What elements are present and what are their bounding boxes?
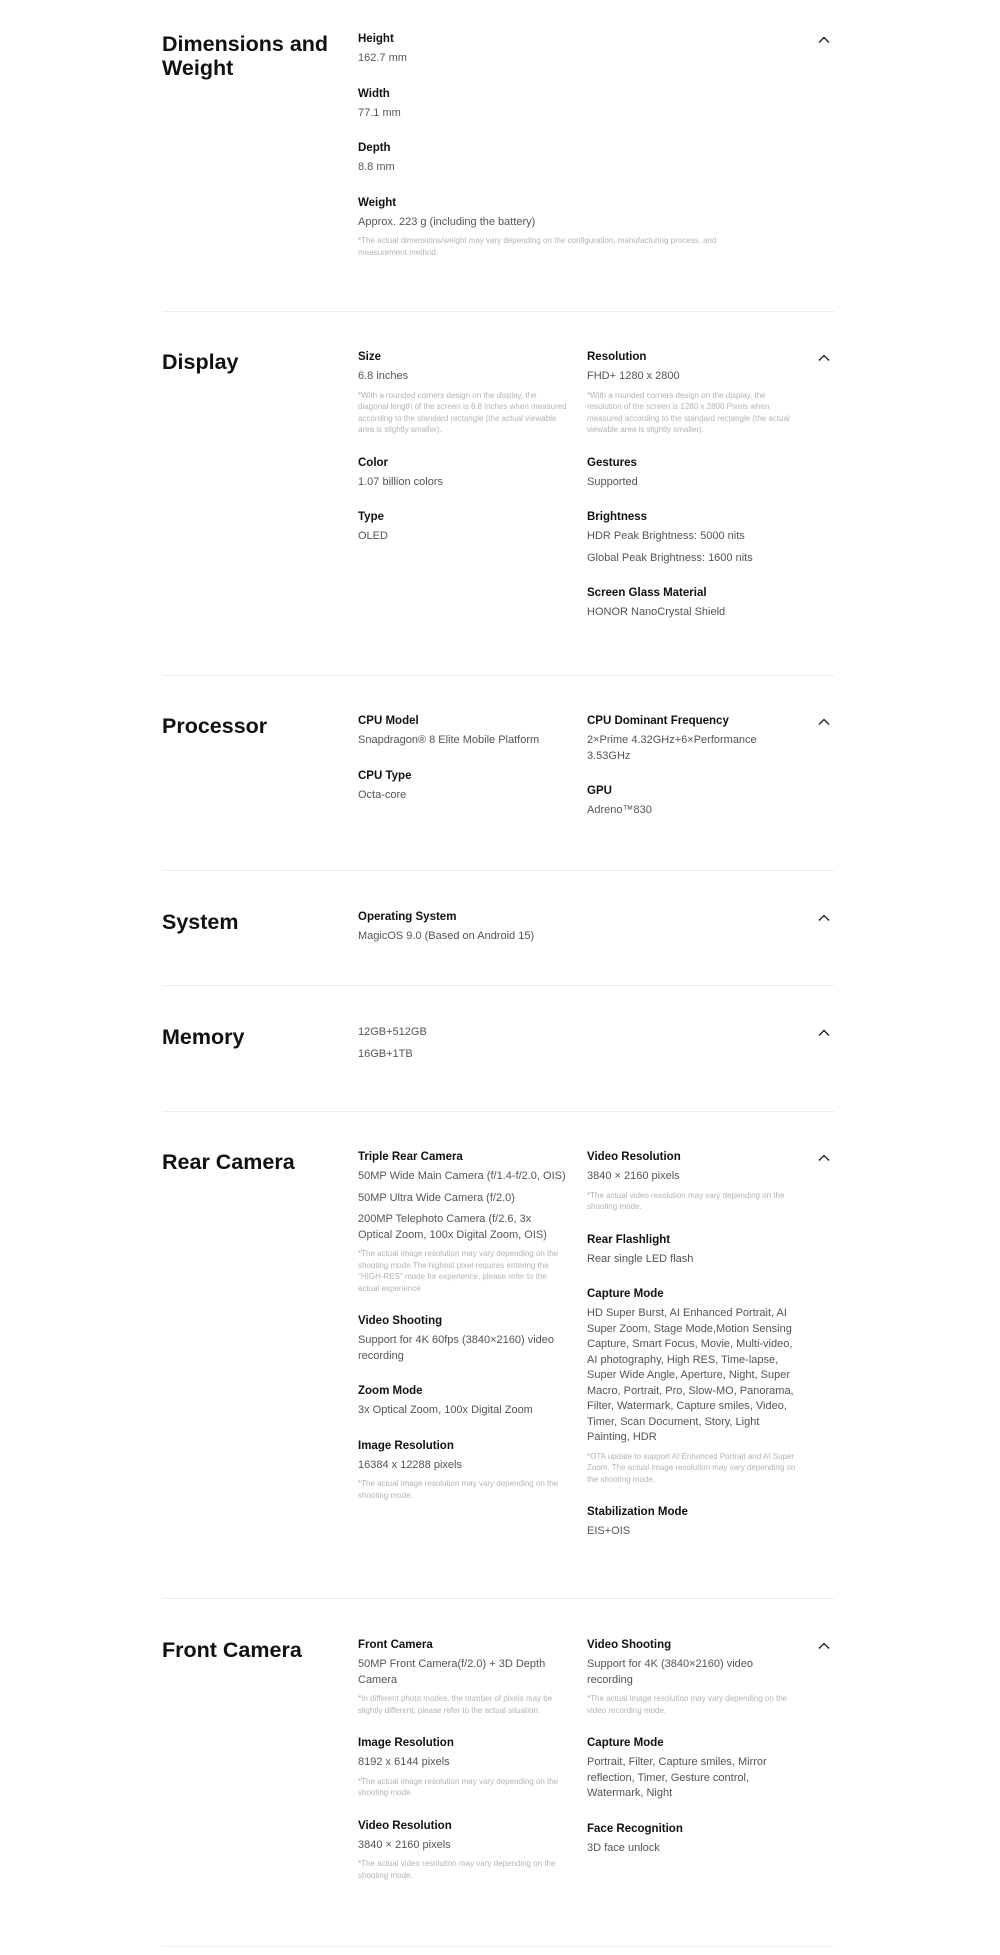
spec-label: Front Camera [358,1639,433,1651]
chevron-up-icon [814,1148,834,1168]
spec-note: *The actual image resolution may vary depending on the video recording mode. [587,1694,788,1715]
memory-option: 12GB+512GB [358,1026,427,1038]
spec-label: Image Resolution [358,1737,454,1749]
spec-label: Video Shooting [587,1639,672,1651]
spec-note: *In different photo modes, the number of pixels may be slightly different, please refer to the actual situation. [358,1694,553,1715]
collapse-toggle[interactable] [814,30,834,50]
spec-gpu [587,784,777,819]
spec-cpu-type [358,769,568,804]
spec-capture-mode [587,1287,797,1485]
spec-height [358,32,758,67]
spec-label: Color [358,456,389,469]
spec-label: Width [358,87,390,100]
spec-label: CPU Dominant Frequency [587,715,729,727]
spec-value: HDR Peak Brightness: 5000 nits [587,530,745,542]
spec-label: Face Recognition [587,1822,683,1835]
spec-video-shooting [587,1638,797,1716]
spec-image-resolution [358,1439,568,1502]
section-title: Rear Camera [162,1150,295,1174]
spec-value: OLED [358,530,388,542]
section-divider [162,675,834,676]
spec-zoom-mode [358,1384,568,1419]
spec-label: Resolution [587,351,647,363]
chevron-up-icon [814,712,834,732]
section-title: Display [162,350,239,374]
spec-label: Video Shooting [358,1315,443,1327]
spec-value: 50MP Wide Main Camera (f/1.4-f/2.0, OIS) [358,1170,566,1182]
spec-label: Video Resolution [587,1151,681,1163]
spec-depth [358,141,758,176]
spec-value: 3840 × 2160 pixels [358,1838,451,1851]
section-divider [162,1946,834,1947]
spec-value: 77.1 mm [358,106,401,119]
collapse-toggle[interactable] [814,1148,834,1168]
spec-label: Operating System [358,911,457,923]
spec-value: 162.7 mm [358,52,407,64]
chevron-up-icon [814,908,834,928]
spec-value: Adreno™830 [587,804,652,816]
spec-os [358,910,658,945]
spec-label: CPU Type [358,769,412,782]
spec-video-resolution [587,1150,797,1213]
spec-value: 6.8 inches [358,370,409,382]
spec-cpu-model [358,714,568,749]
spec-value: MagicOS 9.0 (Based on Android 15) [358,930,535,942]
spec-label: Height [358,33,394,45]
collapse-toggle[interactable] [814,348,834,368]
spec-rear-flashlight [587,1233,797,1268]
spec-value: 50MP Front Camera(f/2.0) + 3D Depth Camera [358,1658,546,1686]
collapse-toggle[interactable] [814,1023,834,1043]
spec-note: *OTA update to support AI Enhanced Portrait and AI Super Zoom. The actual image resolution may vary depending on the shooting mode. [587,1451,796,1484]
spec-type [358,510,568,545]
spec-video-resolution [358,1819,568,1882]
spec-note: *The actual video resolution may vary depending on the shooting mode. [358,1859,556,1880]
section-title: Memory [162,1025,245,1049]
spec-label: Size [358,351,382,363]
spec-triple-rear-camera [358,1150,568,1294]
collapse-toggle[interactable] [814,712,834,732]
spec-value: 3D face unlock [587,1841,660,1854]
memory-option: 16GB+1TB [358,1047,413,1060]
spec-value: 3840 × 2160 pixels [587,1170,680,1182]
spec-value: Octa-core [358,788,407,801]
section-divider [162,870,834,871]
spec-value: Rear single LED flash [587,1252,694,1265]
spec-label: Zoom Mode [358,1385,423,1397]
spec-front-camera [358,1638,568,1716]
spec-note: *The actual image resolution may vary depending on the shooting mode.The highest pixel requires entering the "HIGH-RES" mode for experience, please refer to the actual experience. [358,1249,559,1293]
spec-value: HONOR NanoCrystal Shield [587,606,726,618]
section-title: Processor [162,714,268,738]
section-title: Dimensions and Weight [162,32,329,80]
spec-face-recognition [587,1822,797,1857]
spec-value: Approx. 223 g (including the battery) [358,215,536,228]
spec-label: Type [358,511,384,523]
spec-image-resolution [358,1736,568,1799]
chevron-up-icon [814,348,834,368]
spec-value: 3x Optical Zoom, 100x Digital Zoom [358,1404,533,1416]
spec-label: Capture Mode [587,1737,664,1749]
spec-label: GPU [587,785,612,797]
spec-label: Triple Rear Camera [358,1151,463,1163]
spec-note: *With a rounded corners design on the display, the diagonal length of the screen is 6.8 inches when measured according to the standard rectangle (the actual viewable area is slightly smaller). [358,390,567,434]
spec-brightness [587,510,797,566]
spec-stabilization [587,1505,797,1540]
section-divider [162,311,834,312]
spec-value: Global Peak Brightness: 1600 nits [587,551,753,564]
spec-value: 200MP Telephoto Camera (f/2.6, 3x Optical Zoom, 100x Digital Zoom, OIS) [358,1213,547,1241]
spec-label: Stabilization Mode [587,1506,688,1518]
spec-note: *The actual dimensions/weight may vary depending on the configuration, manufacturing process, and measurement method. [358,236,717,257]
spec-cpu-frequency [587,714,777,764]
spec-label: Rear Flashlight [587,1233,671,1246]
section-title: System [162,910,239,934]
spec-color [358,456,568,491]
collapse-toggle[interactable] [814,1636,834,1656]
chevron-up-icon [814,1636,834,1656]
spec-note: *The actual video resolution may vary depending on the shooting mode. [587,1190,785,1211]
spec-label: Video Resolution [358,1819,452,1832]
spec-label: Image Resolution [358,1439,454,1452]
spec-glass [587,586,797,621]
spec-resolution [587,350,797,436]
collapse-toggle[interactable] [814,908,834,928]
spec-width [358,87,758,122]
spec-video-shooting [358,1314,568,1364]
spec-note: *With a rounded corners design on the display, the resolution of the screen is 1280 x 2800 Pixels when measured according to the standard rectangle (the actual viewable area is slightly smaller). [587,390,790,434]
spec-value: 1.07 billion colors [358,475,443,488]
spec-value: Supported [587,475,638,488]
section-title: Front Camera [162,1638,302,1662]
spec-value: Support for 4K 60fps (3840×2160) video recording [358,1334,554,1362]
spec-value: 16384 x 12288 pixels [358,1458,462,1471]
chevron-up-icon [814,1023,834,1043]
chevron-up-icon [814,30,834,50]
spec-value: Portrait, Filter, Capture smiles, Mirror reflection, Timer, Gesture control, Watermark, Night [587,1756,767,1799]
spec-value: HD Super Burst, AI Enhanced Portrait, AI Super Zoom, Stage Mode,Motion Sensing Capture, Smart Focus, Movie, Multi-video, AI photography, High RES, Time-lapse, Super Wide Angle, Aperture, Night, Super Macro, Portrait, Pro, Slow-MO, Panorama, Filter, Watermark, Capture smiles, Video, Timer, Scan Document, Story, Light Painting, HDR [587,1307,794,1443]
spec-label: CPU Model [358,715,419,727]
spec-value: 8.8 mm [358,161,395,173]
section-divider [162,1111,834,1112]
spec-value: 50MP Ultra Wide Camera (f/2.0) [358,1191,515,1204]
spec-label: Depth [358,142,391,154]
spec-value: Snapdragon® 8 Elite Mobile Platform [358,734,540,746]
spec-value: Support for 4K (3840×2160) video recording [587,1658,754,1686]
spec-weight [358,196,758,259]
spec-value: 8192 x 6144 pixels [358,1756,450,1768]
spec-label: Weight [358,196,397,209]
spec-gestures [587,456,797,491]
spec-capture-mode [587,1736,797,1802]
spec-size [358,350,568,436]
spec-value: EIS+OIS [587,1525,631,1537]
spec-label: Capture Mode [587,1288,664,1300]
spec-value: FHD+ 1280 x 2800 [587,370,680,382]
spec-label: Gestures [587,456,637,469]
spec-label: Brightness [587,511,648,523]
section-divider [162,1598,834,1599]
spec-note: *The actual image resolution may vary depending on the shooting mode. [358,1776,559,1797]
spec-value: 2×Prime 4.32GHz+6×Performance 3.53GHz [587,734,757,762]
spec-note: *The actual image resolution may vary depending on the shooting mode. [358,1479,559,1500]
section-divider [162,985,834,986]
spec-label: Screen Glass Material [587,587,707,599]
